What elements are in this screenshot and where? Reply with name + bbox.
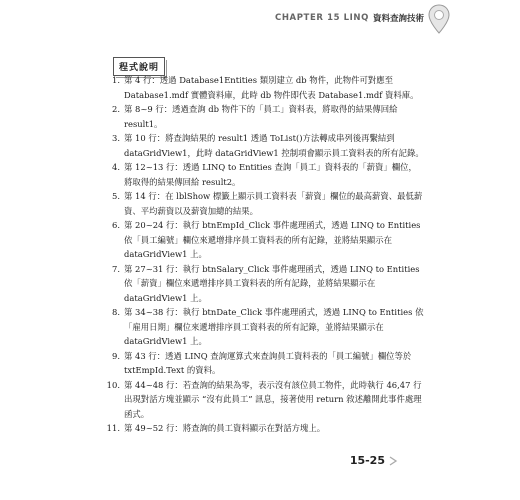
item-number: 4.: [112, 162, 120, 172]
item-text: 第 34~38 行：執行 btnDate_Click 事件處理函式，透過 LINQ to Entities 依「雇用日期」欄位來遞增排序員工資料表的所有記錄，並將結果顯示在 dataGridView1 上。: [124, 307, 424, 346]
item-text: 第 27~31 行：執行 btnSalary_Click 事件處理函式，透過 LINQ to Entities 依「薪資」欄位來遞增排序員工資料表的所有記錄，並將結果顯示在 dataGridView1 上。: [124, 263, 420, 303]
item-text: 第 4 行：透過 Database1Entities 類別建立 db 物件，此物件可對應至 Database1.mdf 實體資料庫，此時 db 物件即代表 Database1.mdf 資料庫。: [124, 75, 419, 100]
item-number: 2.: [112, 104, 120, 114]
item-text: 第 49~52 行：將查詢的員工資料顯示在對話方塊上。: [124, 423, 326, 433]
list-item: [106, 378, 424, 422]
section-badge: 程式說明: [113, 57, 165, 76]
item-number: 6.: [112, 220, 120, 230]
explanation-list: [106, 73, 424, 436]
item-number: 5.: [112, 191, 120, 201]
item-text: 第 12~13 行：透過 LINQ to Entities 查詢「員工」資料表的「薪資」欄位，將取得的結果傳回給 result2。: [124, 162, 417, 187]
page-footer: [350, 454, 398, 467]
list-item: [106, 73, 424, 102]
item-number: 3.: [112, 133, 120, 143]
list-item: [106, 102, 424, 131]
list-item: [106, 131, 424, 160]
running-header: [275, 12, 424, 24]
item-number: 7.: [112, 263, 120, 274]
item-number: 11.: [106, 423, 120, 433]
item-number: 10.: [106, 379, 120, 390]
item-text: 第 43 行：透過 LINQ 查詢運算式來查詢員工資料表的「員工編號」欄位等於 txtEmpId.Text 的資料。: [124, 350, 412, 375]
list-item: [106, 160, 424, 189]
item-text: 第 14 行：在 lblShow 標籤上顯示員工資料表「薪資」欄位的最高薪資、最低薪資、平均薪資以及薪資加總的結果。: [124, 191, 423, 216]
list-item: [106, 305, 424, 349]
location-pin-icon: [428, 4, 450, 34]
list-item: [106, 349, 424, 378]
item-text: 第 20~24 行：執行 btnEmpId_Click 事件處理函式，透過 LINQ to Entities 依「員工編號」欄位來遞增排序員工資料表的所有記錄，並將結果顯示在 dataGridView1 上。: [124, 220, 421, 259]
item-number: 1.: [112, 75, 120, 85]
list-item: [106, 189, 424, 218]
list-item: [106, 262, 424, 306]
item-text: 第 10 行：將查詢結果的 result1 透過 ToList()方法轉成串列後再繫結到 dataGridView1，此時 dataGridView1 控制項會顯示員工資料表的所有記錄。: [124, 133, 424, 158]
list-item: [106, 218, 424, 262]
page-number: 15-25: [349, 454, 385, 467]
item-text: 第 44~48 行：若查詢的結果為零，表示沒有該位員工物件，此時執行 46,47 行出現對話方塊並顯示 “沒有此員工” 訊息，接著使用 return 敘述離開此事件處理函式。: [124, 379, 422, 419]
item-text: 第 8~9 行：透過查詢 db 物件下的「員工」資料表，將取得的結果傳回給 result1。: [124, 104, 398, 129]
next-arrow-icon: [388, 456, 398, 466]
list-item: [106, 421, 424, 436]
chapter-topic: 資料查詢技術: [372, 14, 424, 24]
item-number: 8.: [112, 307, 120, 317]
chapter-label: CHAPTER 15 LINQ: [275, 13, 369, 23]
item-number: 9.: [112, 350, 120, 361]
